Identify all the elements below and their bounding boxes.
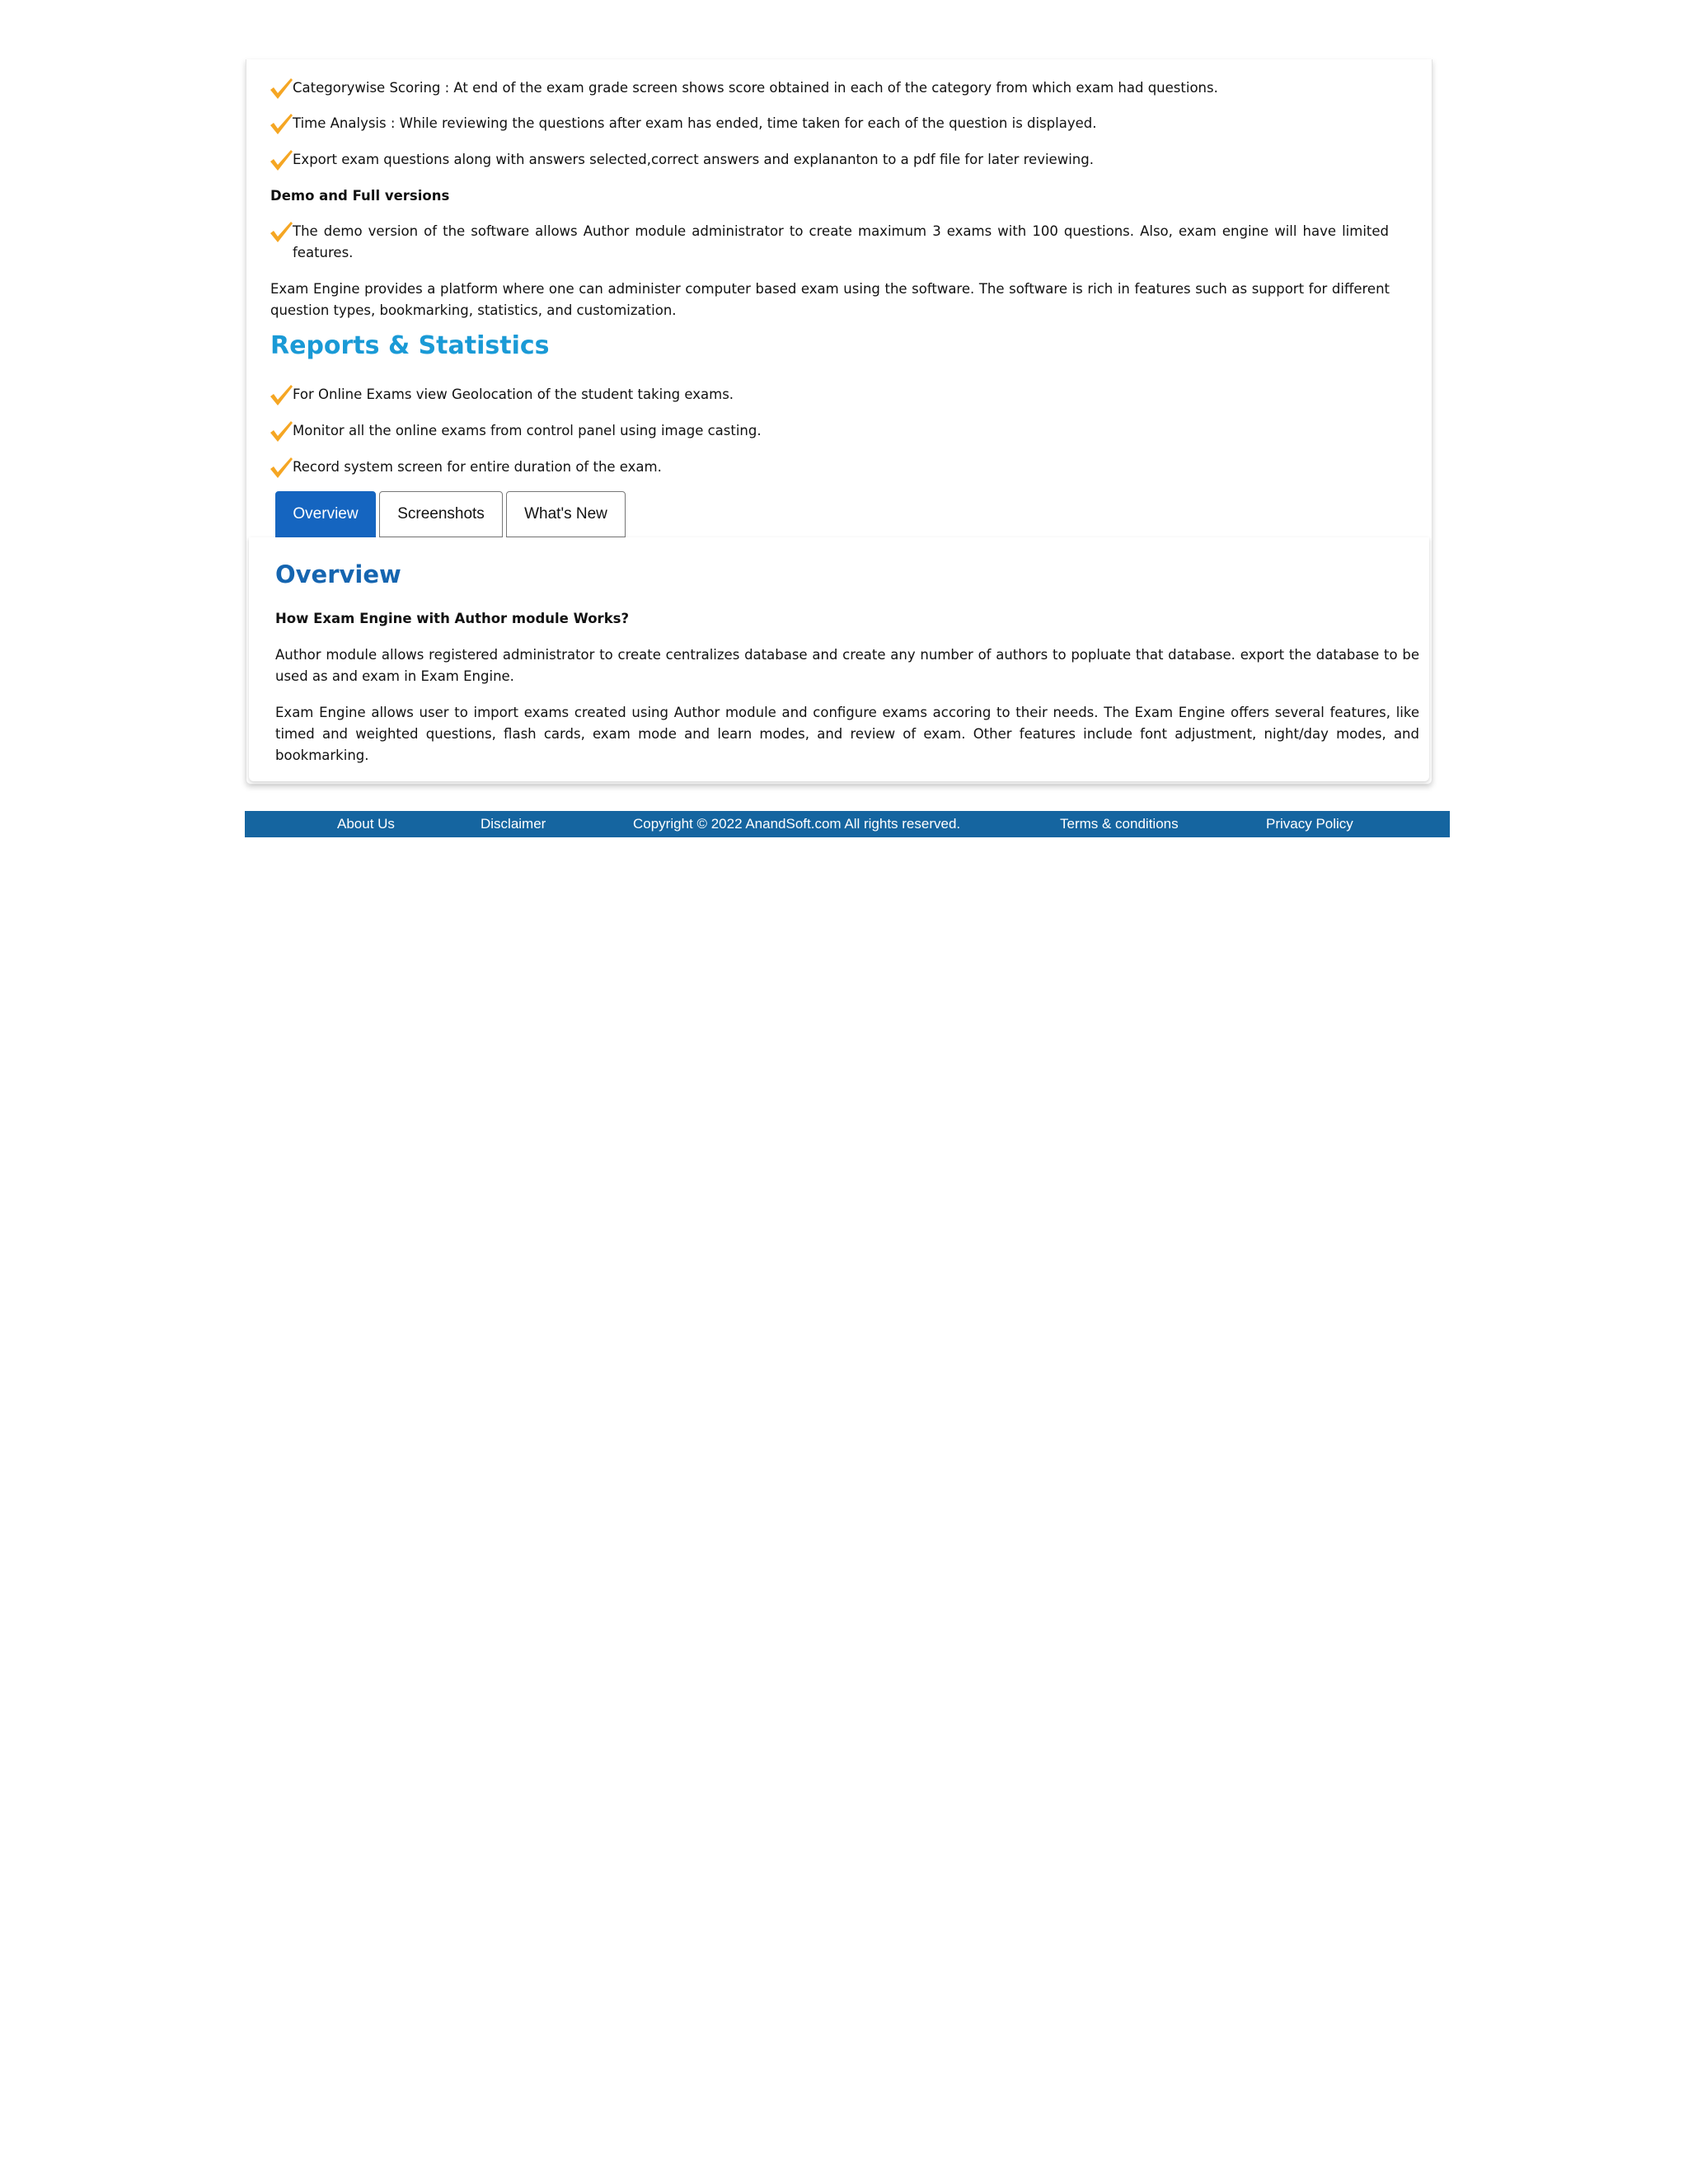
footer-link-terms[interactable]: Terms & conditions: [1060, 816, 1179, 832]
reports-item: Monitor all the online exams from control panel using image casting.: [293, 423, 762, 438]
reports-item: Record system screen for entire duration of the exam.: [293, 459, 662, 475]
versions-item: The demo version of the software allows Author module administrator to create maximum 3 exams with 100 questions. Also, exam engine will have limited features.: [293, 223, 1389, 260]
feature-item: Export exam questions along with answers selected,correct answers and explananton to a pdf file for later reviewing.: [293, 152, 1094, 167]
checkmark-icon: [269, 76, 293, 101]
checkmark-icon: [269, 111, 293, 136]
checkmark-icon: [269, 148, 293, 172]
tab-screenshots[interactable]: Screenshots: [379, 491, 503, 537]
footer: [245, 811, 1450, 837]
footer-link-privacy[interactable]: Privacy Policy: [1266, 816, 1353, 832]
overview-paragraph: Exam Engine allows user to import exams created using Author module and configure exams accoring to their needs. The Exam Engine offers several features, like timed and weighted questions, flash cards, exam mode and learn modes, and review of exam. Other features include font adjustment, night/day modes, and bookmarking.: [275, 705, 1419, 763]
footer-copyright: Copyright © 2022 AnandSoft.com All rights reserved.: [633, 816, 961, 832]
checkmark-icon: [269, 455, 293, 480]
reports-heading: Reports & Statistics: [270, 331, 550, 360]
footer-link-disclaimer[interactable]: Disclaimer: [481, 816, 546, 832]
feature-item: Time Analysis : While reviewing the questions after exam has ended, time taken for each of the question is displayed.: [293, 115, 1097, 131]
reports-item: For Online Exams view Geolocation of the student taking exams.: [293, 387, 734, 402]
tab-bar: [275, 491, 1428, 539]
tab-overview[interactable]: Overview: [275, 491, 376, 537]
intro-paragraph: Exam Engine provides a platform where one can administer computer based exam using the software. The software is rich in features such as support for different question types, bookmarking, statistics, and customization.: [270, 281, 1390, 318]
feature-item: Categorywise Scoring : At end of the exam grade screen shows score obtained in each of the category from which exam had questions.: [293, 80, 1218, 96]
checkmark-icon: [269, 219, 293, 244]
tab-whats-new[interactable]: What's New: [506, 491, 626, 537]
footer-link-about[interactable]: About Us: [337, 816, 395, 832]
checkmark-icon: [269, 419, 293, 443]
overview-title: Overview: [275, 560, 401, 588]
versions-heading: Demo and Full versions: [270, 188, 450, 204]
overview-question: How Exam Engine with Author module Works?: [275, 611, 630, 626]
checkmark-icon: [269, 382, 293, 407]
overview-paragraph: Author module allows registered administrator to create centralizes database and create any number of authors to popluate that database. export the database to be used as and exam in Exam Engine.: [275, 647, 1419, 684]
